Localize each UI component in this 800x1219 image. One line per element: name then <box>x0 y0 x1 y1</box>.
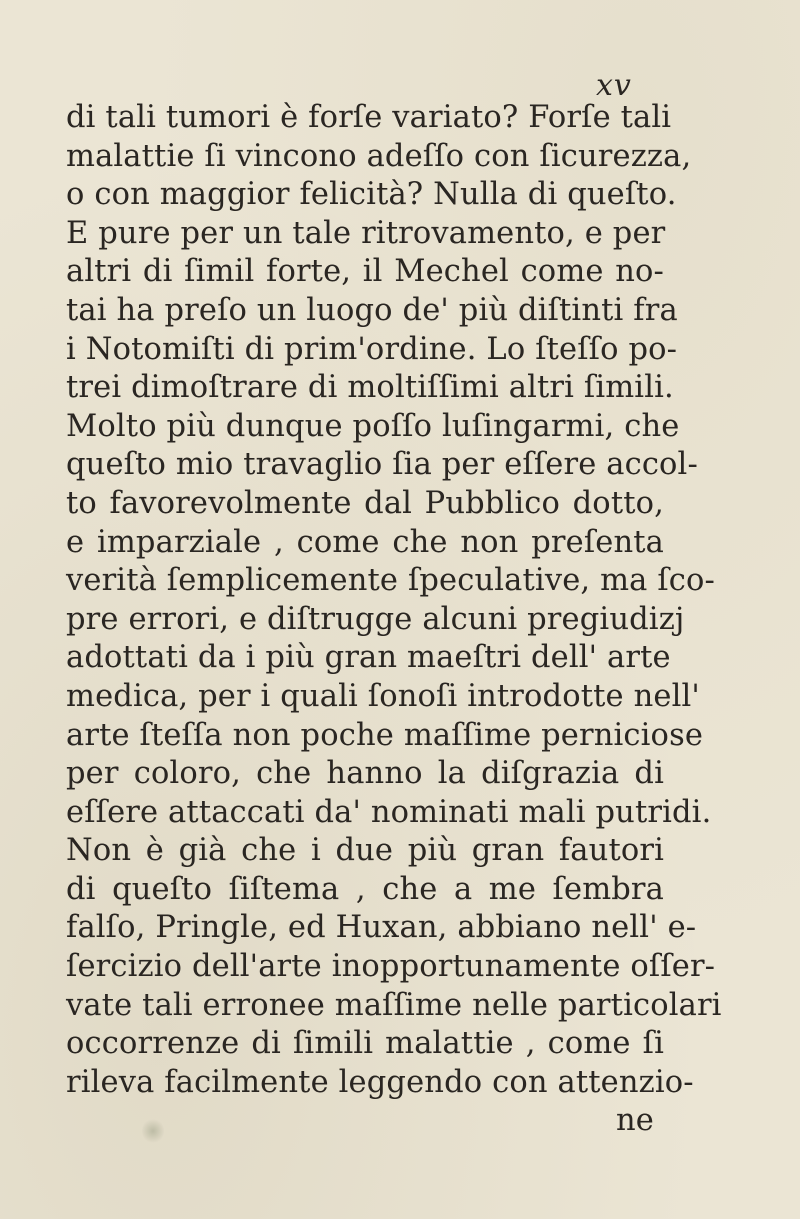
text-line: falſo, Pringle, ed Huxan, abbiano nell' e- <box>66 910 697 946</box>
text-line: verità ſemplicemente ſpeculative, ma ſco- <box>66 563 715 599</box>
text-line: di queſto ſiſtema , che a me ſembra <box>66 871 664 907</box>
text-line: ſercizio dell'arte inopportunamente oſſer- <box>66 949 716 985</box>
text-line: Molto più dunque poſſo luſingarmi, che <box>66 408 680 444</box>
catchword: ne <box>616 1103 654 1139</box>
text-line: E pure per un tale ritrovamento, e per <box>66 215 666 251</box>
text-line: di tali tumori è forſe variato? Forſe tali <box>66 100 672 135</box>
text-line: Non è già che i due più gran fautori <box>66 833 664 869</box>
text-line: arte ſteſſa non poche maſſime perniciose <box>66 717 704 753</box>
text-line: adottati da i più gran maeſtri dell' arte <box>66 640 671 676</box>
text-line: rileva facilmente leggendo con attenzio- <box>66 1064 694 1100</box>
ink-smudge <box>142 1118 164 1144</box>
text-line: pre errori, e diſtrugge alcuni pregiudizj <box>66 601 685 637</box>
body-text <box>66 99 722 1141</box>
text-line: to favorevolmente dal Pubblico dotto, <box>66 485 664 521</box>
text-line: trei dimoſtrare di moltiſſimi altri ſimili. <box>66 370 674 406</box>
text-line: medica, per i quali ſonoſi introdotte nell' <box>66 678 700 714</box>
text-line: per coloro, che hanno la diſgrazia di <box>66 756 664 792</box>
text-line: i Notomiſti di prim'ordine. Lo ſteſſo po- <box>66 331 678 367</box>
text-line: e imparziale , come che non preſenta <box>66 524 664 560</box>
text-line: occorrenze di ſimili malattie , come ſi <box>66 1026 664 1062</box>
text-line: vate tali erronee maſſime nelle particolari <box>66 987 722 1023</box>
text-line: eſſere attaccati da' nominati mali putridi. <box>66 794 712 830</box>
text-line: altri di ſimil forte, il Mechel come no- <box>66 254 664 290</box>
text-line: tai ha preſo un luogo de' più diſtinti fra <box>66 292 678 328</box>
text-line: queſto mio travaglio ſia per eſſere accol- <box>66 447 698 483</box>
text-line: o con maggior felicità? Nulla di queſto. <box>66 177 677 213</box>
page-number: xv <box>596 68 632 103</box>
text-line: malattie ſi vincono adeſſo con ſicurezza, <box>66 138 692 174</box>
